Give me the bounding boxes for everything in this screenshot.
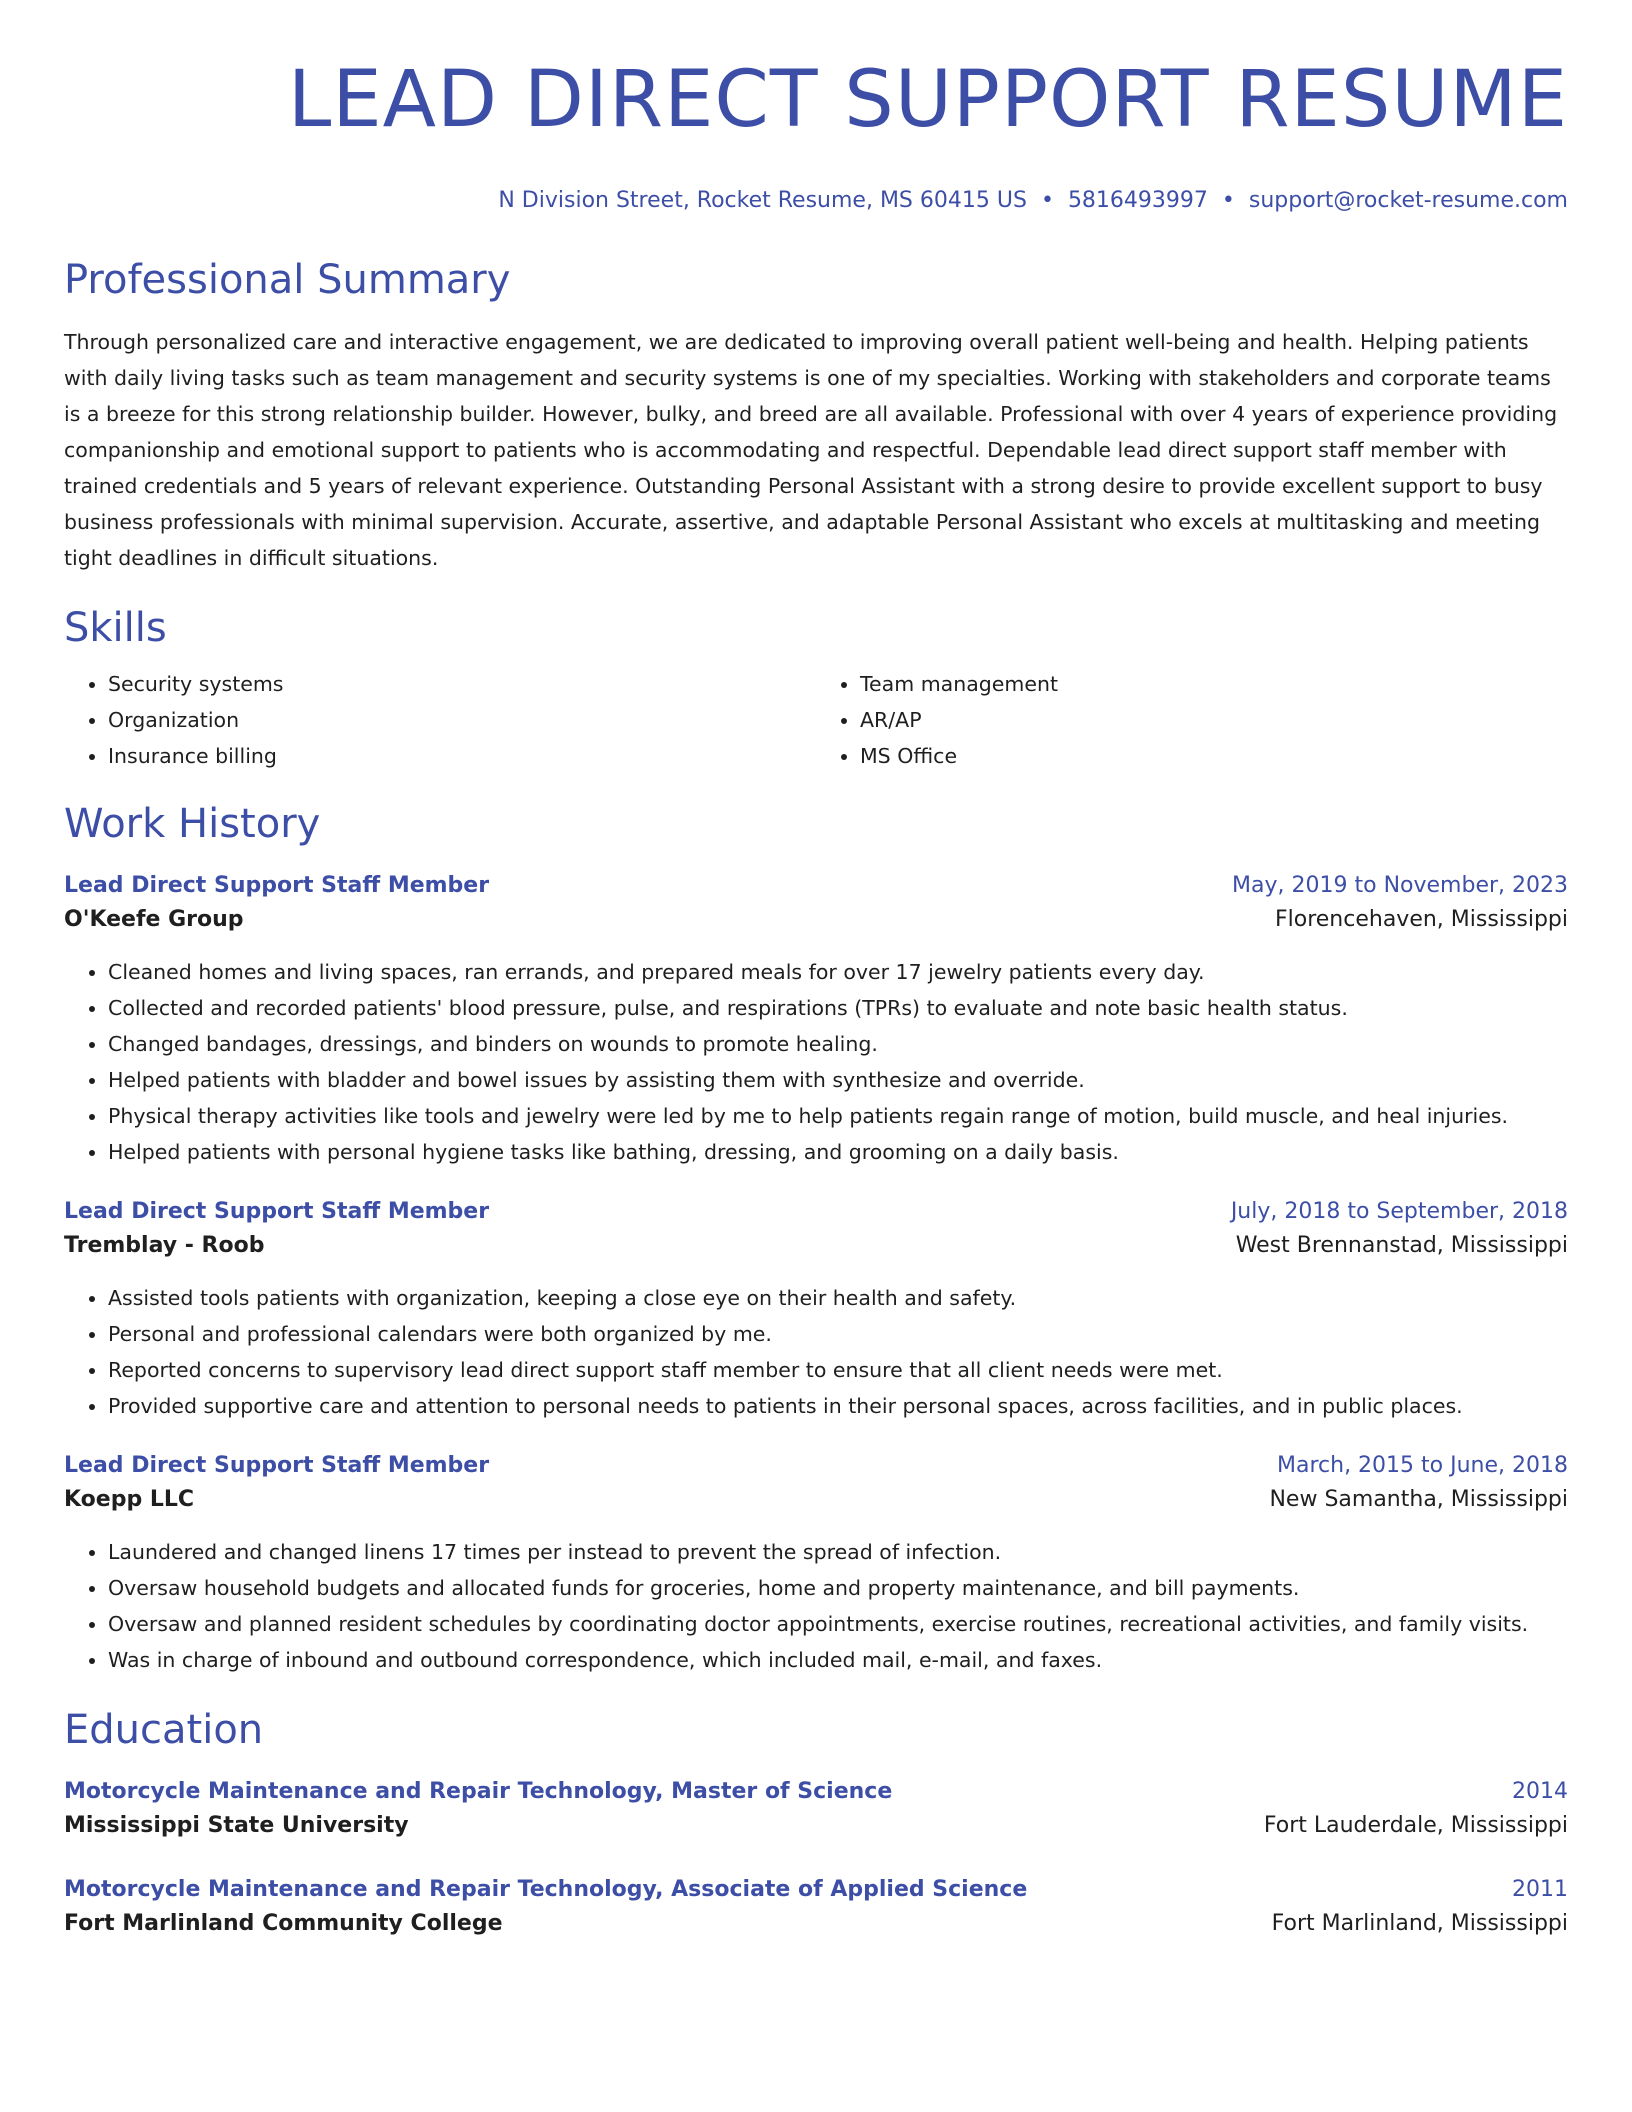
job-subheader (64, 1228, 1568, 1264)
education-degree: Motorcycle Maintenance and Repair Technology, Master of Science (64, 1779, 893, 1804)
job-company: Koepp LLC (64, 1487, 195, 1512)
work-history-heading: Work History (64, 801, 321, 847)
job-entry (64, 1450, 1568, 1678)
education-year: 2011 (1512, 1877, 1568, 1902)
skill-item: • Organization (108, 702, 816, 738)
job-bullet: • Physical therapy activities like tools and jewelry were led by me to help patients regain range of motion, build muscle, and heal injuries. (108, 1098, 1568, 1134)
skill-item: • AR/AP (860, 702, 1568, 738)
skills-column-right (816, 666, 1568, 774)
skill-item: • Team management (860, 666, 1568, 702)
job-company: Tremblay - Roob (64, 1233, 265, 1258)
job-bullet: • Laundered and changed linens 17 times per instead to prevent the spread of infection. (108, 1534, 1568, 1570)
skill-item: • Insurance billing (108, 738, 816, 774)
contact-separator: • (1221, 188, 1235, 213)
job-header (64, 870, 1568, 902)
job-bullet: • Changed bandages, dressings, and binders on wounds to promote healing. (108, 1026, 1568, 1062)
contact-address: N Division Street, Rocket Resume, MS 60415 US (498, 188, 1027, 213)
job-bullet: • Oversaw household budgets and allocated funds for groceries, home and property maintenance, and bill payments. (108, 1570, 1568, 1606)
job-company: O'Keefe Group (64, 907, 244, 932)
skills-heading: Skills (64, 605, 167, 651)
job-dates: March, 2015 to June, 2018 (1277, 1453, 1568, 1478)
job-header (64, 1196, 1568, 1228)
job-location: Florencehaven, Mississippi (1274, 907, 1568, 932)
job-bullet: • Helped patients with personal hygiene tasks like bathing, dressing, and grooming on a daily basis. (108, 1134, 1568, 1170)
contact-line (64, 186, 1568, 216)
education-degree: Motorcycle Maintenance and Repair Technology, Associate of Applied Science (64, 1877, 1028, 1902)
job-bullets (64, 954, 1568, 1170)
job-dates: July, 2018 to September, 2018 (1230, 1199, 1568, 1224)
job-subheader (64, 1482, 1568, 1518)
job-entry (64, 870, 1568, 1170)
education-heading: Education (64, 1707, 264, 1753)
education-entry (64, 1874, 1568, 1942)
job-bullet: • Oversaw and planned resident schedules by coordinating doctor appointments, exercise routines, recreational activities, and family visits. (108, 1606, 1568, 1642)
education-location: Fort Lauderdale, Mississippi (1263, 1813, 1568, 1838)
education-year: 2014 (1512, 1779, 1568, 1804)
job-role: Lead Direct Support Staff Member (64, 1453, 490, 1478)
summary-heading: Professional Summary (64, 257, 511, 303)
job-bullet: • Assisted tools patients with organization, keeping a close eye on their health and safety. (108, 1280, 1568, 1316)
education-school: Mississippi State University (64, 1813, 409, 1838)
education-entry (64, 1776, 1568, 1844)
job-bullet: • Provided supportive care and attention to personal needs to patients in their personal spaces, across facilities, and in public places. (108, 1388, 1568, 1424)
skills-column-left (64, 666, 816, 774)
job-bullet: • Personal and professional calendars were both organized by me. (108, 1316, 1568, 1352)
education-location: Fort Marlinland, Mississippi (1271, 1911, 1568, 1936)
job-role: Lead Direct Support Staff Member (64, 1199, 490, 1224)
skills-list (64, 666, 1568, 774)
skill-item: • Security systems (108, 666, 816, 702)
job-subheader (64, 902, 1568, 938)
contact-phone[interactable]: 5816493997 (1067, 188, 1208, 213)
skill-item: • MS Office (860, 738, 1568, 774)
job-bullet: • Reported concerns to supervisory lead direct support staff member to ensure that all client needs were met. (108, 1352, 1568, 1388)
job-bullet: • Cleaned homes and living spaces, ran errands, and prepared meals for over 17 jewelry patients every day. (108, 954, 1568, 990)
job-bullets (64, 1534, 1568, 1678)
contact-email[interactable]: support@rocket-resume.com (1248, 188, 1568, 213)
job-dates: May, 2019 to November, 2023 (1232, 873, 1568, 898)
job-location: West Brennanstad, Mississippi (1235, 1233, 1568, 1258)
education-subheader (64, 1906, 1568, 1942)
education-school: Fort Marlinland Community College (64, 1911, 503, 1936)
job-header (64, 1450, 1568, 1482)
summary-text: Through personalized care and interactive engagement, we are dedicated to improving overall patient well-being and health. Helping patients with daily living tasks such as team management and security systems is one of my specialties. Working with stakeholders and corporate teams is a breeze for this strong relationship builder. However, bulky, and breed are all available. Professional with over 4 years of experience providing companionship and emotional support to patients who is accommodating and respectful. Dependable lead direct support staff member with trained credentials and 5 years of relevant experience. Outstanding Personal Assistant with a strong desire to provide excellent support to busy business professionals with minimal supervision. Accurate, assertive, and adaptable Personal Assistant who excels at multitasking and meeting tight deadlines in difficult situations. (64, 330, 1558, 570)
job-bullet: • Collected and recorded patients' blood pressure, pulse, and respirations (TPRs) to evaluate and note basic health status. (108, 990, 1568, 1026)
job-location: New Samantha, Mississippi (1269, 1487, 1568, 1512)
job-bullet: • Helped patients with bladder and bowel issues by assisting them with synthesize and override. (108, 1062, 1568, 1098)
job-role: Lead Direct Support Staff Member (64, 873, 490, 898)
job-bullets (64, 1280, 1568, 1424)
education-header (64, 1874, 1568, 1906)
job-bullet: • Was in charge of inbound and outbound correspondence, which included mail, e-mail, and faxes. (108, 1642, 1568, 1678)
education-header (64, 1776, 1568, 1808)
education-subheader (64, 1808, 1568, 1844)
resume-title: LEAD DIRECT SUPPORT RESUME (287, 55, 1568, 145)
job-entry (64, 1196, 1568, 1424)
contact-separator: • (1040, 188, 1054, 213)
